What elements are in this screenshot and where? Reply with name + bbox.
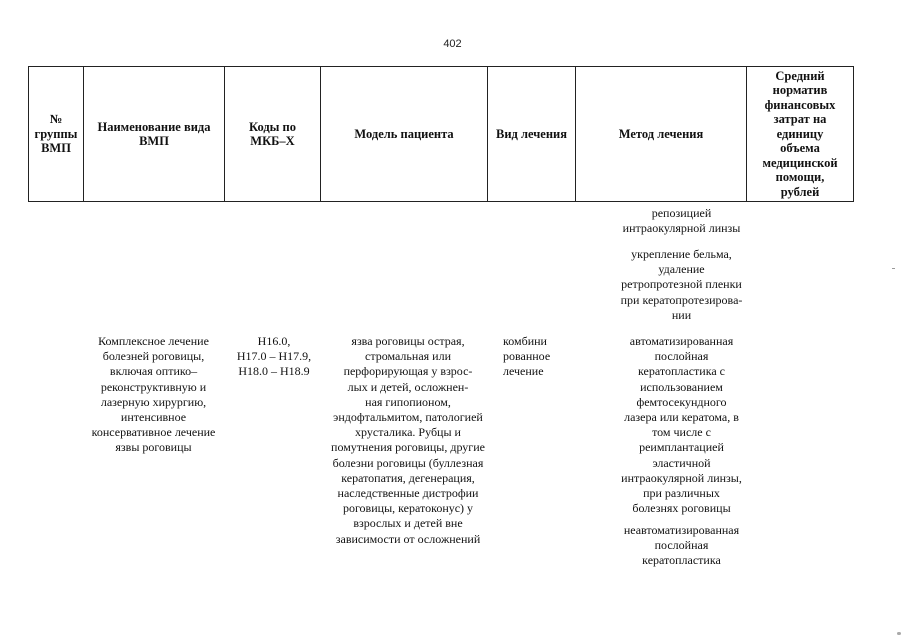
method-nonautomated-keratoplasty: неавтоматизированная послойная кератопластика	[623, 523, 740, 568]
table-header	[28, 66, 854, 202]
row-icd-codes: H16.0, H17.0 – H17.9, H18.0 – H18.9	[236, 334, 312, 379]
method-reposition: репозицией интраокулярной линзы	[622, 206, 741, 236]
header-group-no-text: № группы ВМП	[34, 112, 78, 156]
header-treatment-type: Вид лечения	[488, 67, 576, 201]
header-group-no	[29, 67, 84, 201]
header-treatment-method: Метод лечения	[576, 67, 747, 201]
scan-mark	[892, 268, 895, 269]
header-cost-norm: Средний норматив финансовых затрат на единицу объема медицинской помощи, рублей	[747, 67, 854, 201]
header-vmp-name: Наименование вида ВМП	[84, 67, 225, 201]
header-icd-codes: Коды по МКБ–Х	[225, 67, 321, 201]
row-patient-model: язва роговицы острая, стромальная или перфорирующая у взрос- лых и детей, осложнен- ная гипопионом, эндофтальмитом, патологией хрусталика. Рубцы и помутнения роговицы, другие болезни роговицы (буллезная кератопатия, дегенерация, наследственные дистрофии роговицы, кератоконус) у взрослых и детей вне зависимости от осложнений	[331, 334, 485, 546]
method-leukoma-strengthening: укрепление бельма, удаление ретропротезной пленки при кератопротезирова- нии	[620, 247, 743, 322]
row-vmp-name: Комплексное лечение болезней роговицы, включая оптико– реконструктивную и лазерную хирургию, интенсивное консервативное лечение язвы роговицы	[91, 334, 216, 455]
row-treatment-type: комбини рованное лечение	[503, 334, 551, 379]
scan-dot	[897, 632, 901, 635]
method-automated-keratoplasty: автоматизированная послойная кератопластика с использованием фемтосекундного лазера или кератома, в том числе с реимплантацией эластичной интраокулярной линзы, при различных болезнях роговицы	[621, 334, 742, 516]
page-number: 402	[443, 38, 462, 50]
header-patient-model: Модель пациента	[321, 67, 488, 201]
